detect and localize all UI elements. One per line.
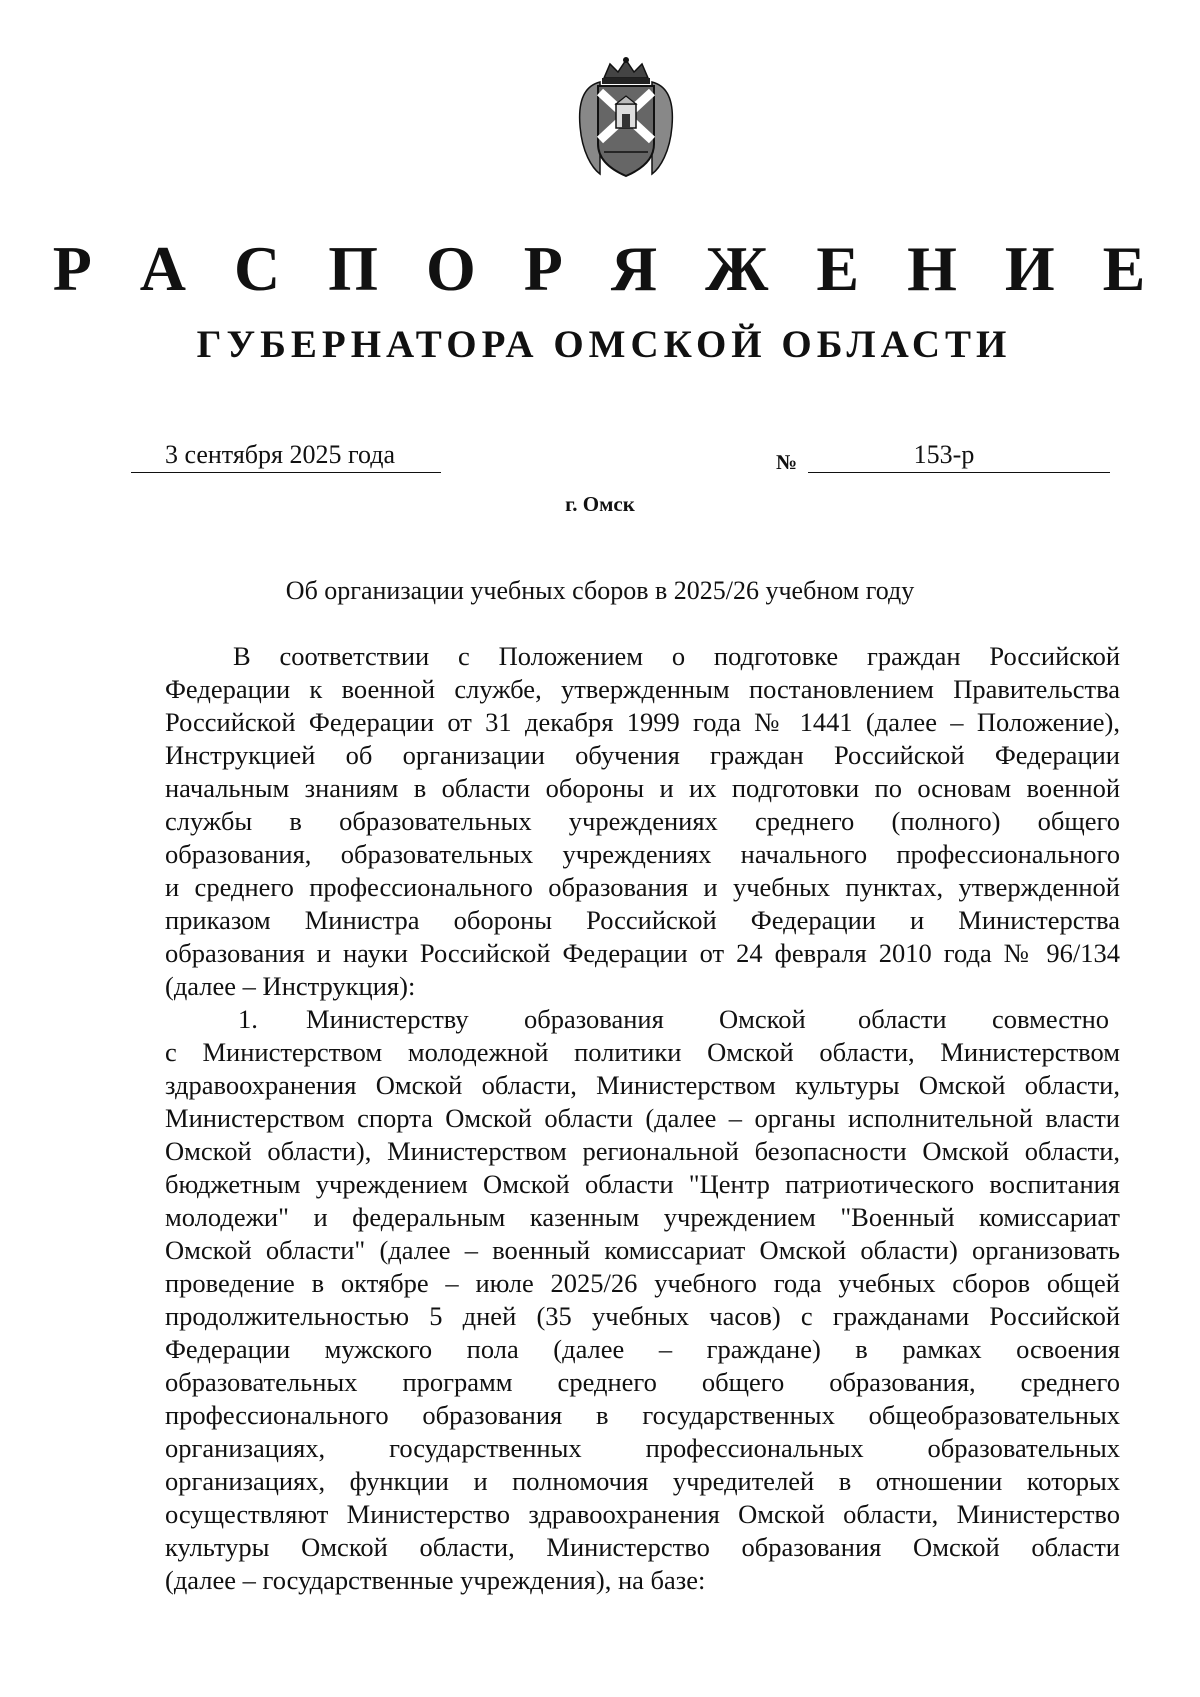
body-line: Омской области" (далее – военный комиссариат Омской области) организовать [165, 1235, 1120, 1265]
item-word: образования [524, 1004, 664, 1034]
body-line: продолжительностью 5 дней (35 учебных часов) с гражданами Российской [165, 1301, 1120, 1331]
number-label: № [776, 450, 798, 474]
body-line: образовательных программ среднего общего образования, среднего [165, 1367, 1120, 1397]
city: г. Омск [565, 492, 635, 516]
body-line: приказом Министра обороны Российской Федерации и Министерства [165, 905, 1120, 935]
body-line: молодежи" и федеральным казенным учреждением "Военный комиссариат [165, 1202, 1120, 1232]
coat-of-arms-icon [570, 56, 682, 180]
body-line: проведение в октябре – июле 2025/26 учебного года учебных сборов общей [165, 1268, 1120, 1298]
body-line: профессионального образования в государственных общеобразовательных [165, 1400, 1120, 1430]
body-line: Министерством спорта Омской области (далее – органы исполнительной власти [165, 1103, 1120, 1133]
body-line: Омской области), Министерством региональной безопасности Омской области, [165, 1136, 1120, 1166]
body-line: Федерации к военной службе, утвержденным постановлением Правительства [165, 674, 1120, 704]
document-number: 153-р [808, 438, 1110, 473]
document-subject: Об организации учебных сборов в 2025/26 учебном году [285, 576, 915, 605]
body-line: здравоохранения Омской области, Министерством культуры Омской области, [165, 1070, 1120, 1100]
document-date: 3 сентября 2025 года [131, 438, 441, 473]
body-line: Инструкцией об организации обучения граждан Российской Федерации [165, 740, 1120, 770]
body-line: с Министерством молодежной политики Омской области, Министерством [165, 1037, 1120, 1067]
item-word: Омской [719, 1004, 806, 1034]
issuer-title: ГУБЕРНАТОРА ОМСКОЙ ОБЛАСТИ [196, 323, 1012, 366]
body-line: осуществляют Министерство здравоохранения Омской области, Министерство [165, 1499, 1120, 1529]
body-line: культуры Омской области, Министерство образования Омской области [165, 1532, 1120, 1562]
body-line: организациях, функции и полномочия учредителей в отношении которых [165, 1466, 1120, 1496]
body-line: и среднего профессионального образования и учебных пунктах, утвержденной [165, 872, 1120, 902]
item-number: 1. [238, 1004, 258, 1034]
body-line: В соответствии с Положением о подготовке граждан Российской [233, 641, 1120, 671]
body-line: бюджетным учреждением Омской области "Центр патриотического воспитания [165, 1169, 1120, 1199]
body-line: образования и науки Российской Федерации от 24 февраля 2010 года № 96/134 [165, 938, 1120, 968]
body-line: организациях, государственных профессиональных образовательных [165, 1433, 1120, 1463]
item-word: совместно [992, 1004, 1110, 1034]
body-line: образования, образовательных учреждениях начального профессионального [165, 839, 1120, 869]
body-line: Федерации мужского пола (далее – граждане) в рамках освоения [165, 1334, 1120, 1364]
body-line: (далее – государственные учреждения), на базе: [165, 1565, 706, 1595]
document-type-title: Р А С П О Р Я Ж Е Н И Е [52, 233, 1162, 304]
body-line: начальным знаниям в области обороны и их подготовки по основам военной [165, 773, 1120, 803]
body-line: (далее – Инструкция): [165, 971, 416, 1001]
item-word: области [858, 1004, 947, 1034]
body-line: Российской Федерации от 31 декабря 1999 года № 1441 (далее – Положение), [165, 707, 1120, 737]
body-line: службы в образовательных учреждениях среднего (полного) общего [165, 806, 1120, 836]
item-word: Министерству [306, 1004, 469, 1034]
